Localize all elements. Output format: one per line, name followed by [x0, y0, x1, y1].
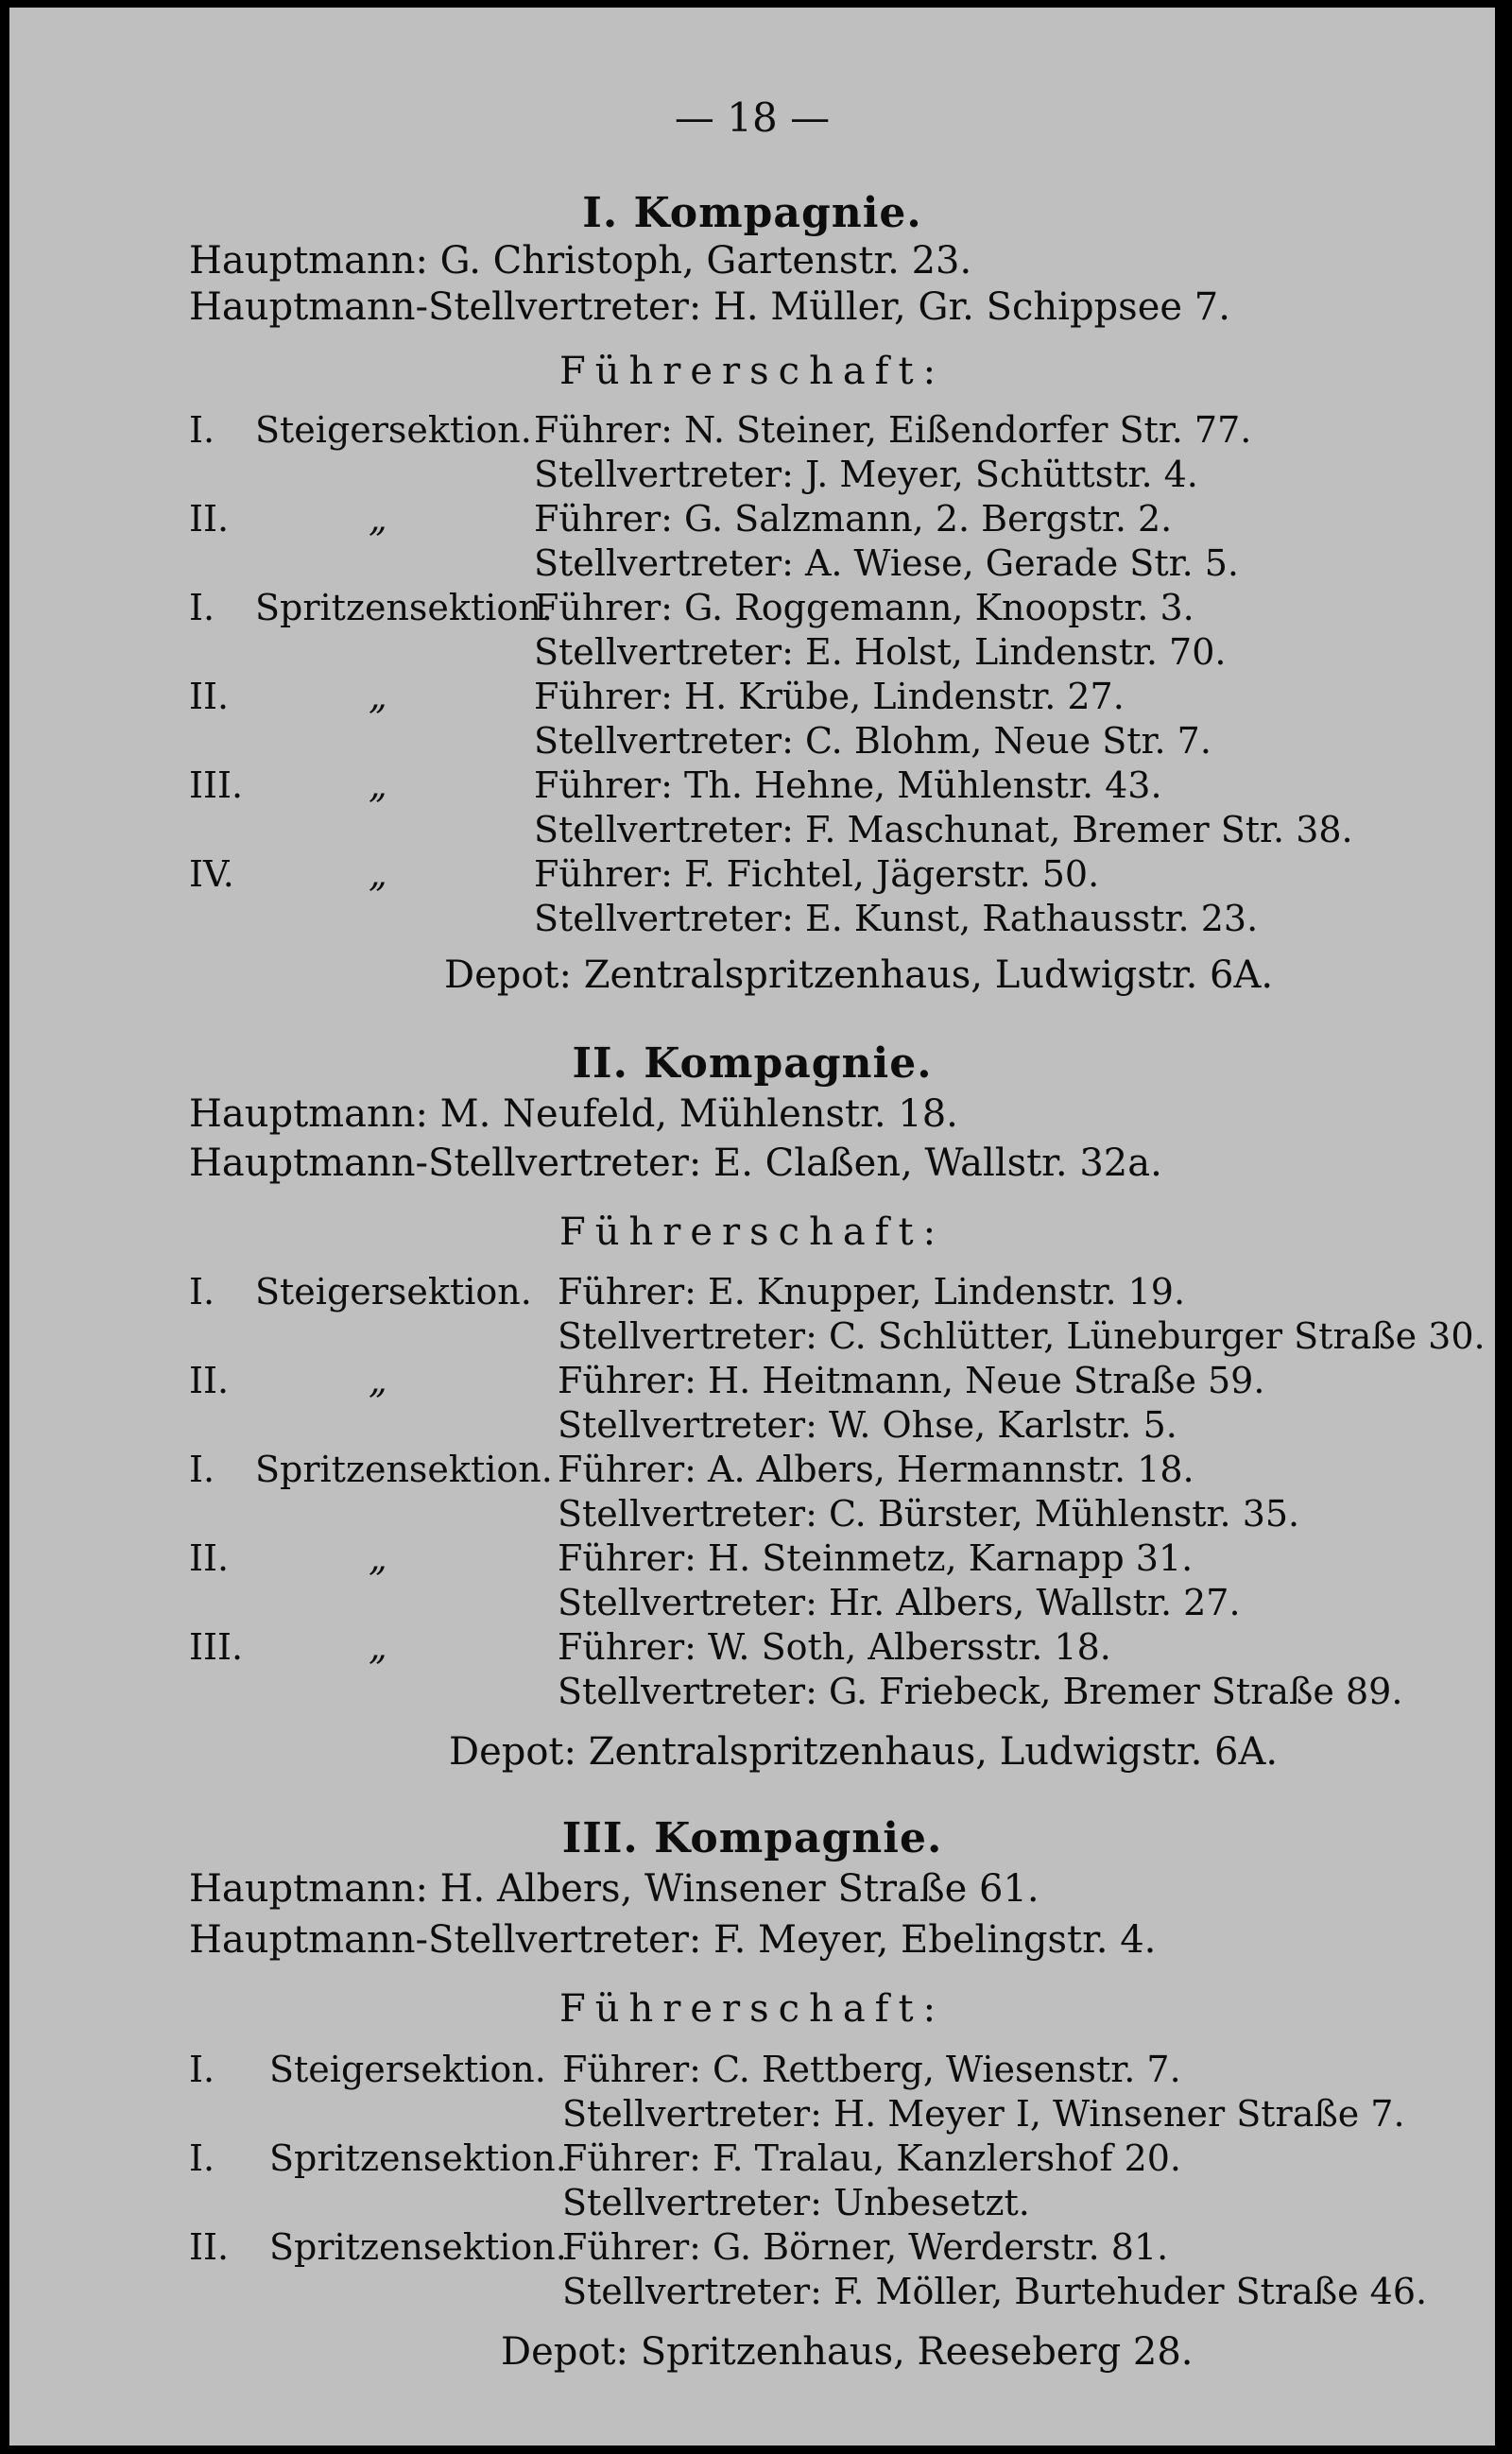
deputy-entry: Stellvertreter: Unbesetzt.: [562, 2182, 1030, 2223]
section-number: III.: [189, 1626, 244, 1668]
section-number: II.: [189, 1360, 230, 1401]
section-number: I.: [189, 587, 215, 628]
section-number: II.: [189, 498, 230, 540]
deputy-entry: Stellvertreter: W. Ohse, Karlstr. 5.: [558, 1404, 1177, 1446]
deputy-captain-line: Hauptmann-Stellvertreter: E. Claßen, Wallstr. 32a.: [189, 1141, 1162, 1185]
leader-entry: Führer: F. Fichtel, Jägerstr. 50.: [534, 853, 1100, 895]
deputy-entry: Stellvertreter: C. Bürster, Mühlenstr. 35.: [558, 1493, 1300, 1535]
ditto-mark: „: [369, 1626, 387, 1668]
fuehrerschaft-heading: Führerschaft:: [558, 350, 946, 393]
leader-entry: Führer: G. Salzmann, 2. Bergstr. 2.: [534, 498, 1173, 540]
deputy-entry: Stellvertreter: H. Meyer I, Winsener Straße 7.: [562, 2093, 1405, 2135]
deputy-captain-line: Hauptmann-Stellvertreter: F. Meyer, Ebelingstr. 4.: [189, 1918, 1157, 1962]
leader-entry: Führer: H. Steinmetz, Karnapp 31.: [558, 1537, 1194, 1579]
deputy-entry: Stellvertreter: G. Friebeck, Bremer Straße 89.: [558, 1671, 1403, 1712]
ditto-mark: „: [369, 1537, 387, 1579]
section-name: Steigersektion.: [255, 1271, 532, 1313]
book-page: [9, 8, 1495, 2445]
captain-line: Hauptmann: H. Albers, Winsener Straße 61.: [189, 1867, 1040, 1911]
leader-entry: Führer: Th. Hehne, Mühlenstr. 43.: [534, 764, 1162, 806]
depot-line: Depot: Spritzenhaus, Reeseberg 28.: [501, 2330, 1194, 2374]
leader-entry: Führer: G. Roggemann, Knoopstr. 3.: [534, 587, 1194, 628]
section-number: IV.: [189, 853, 234, 895]
fuehrerschaft-heading: Führerschaft:: [558, 1210, 946, 1254]
company-title: I. Kompagnie.: [582, 189, 922, 237]
section-number: II.: [189, 1537, 230, 1579]
deputy-entry: Stellvertreter: F. Maschunat, Bremer Str. 38.: [534, 809, 1353, 850]
section-number: II.: [189, 676, 230, 717]
leader-entry: Führer: W. Soth, Albersstr. 18.: [558, 1626, 1111, 1668]
fuehrerschaft-heading: Führerschaft:: [558, 1987, 946, 2031]
company-title: II. Kompagnie.: [572, 1039, 933, 1088]
deputy-entry: Stellvertreter: Hr. Albers, Wallstr. 27.: [558, 1582, 1241, 1623]
deputy-entry: Stellvertreter: A. Wiese, Gerade Str. 5.: [534, 542, 1239, 584]
leader-entry: Führer: C. Rettberg, Wiesenstr. 7.: [562, 2049, 1181, 2090]
section-number: III.: [189, 764, 244, 806]
section-name: Spritzensektion.: [269, 2226, 567, 2268]
captain-line: Hauptmann: M. Neufeld, Mühlenstr. 18.: [189, 1092, 958, 1136]
section-number: I.: [189, 409, 215, 451]
ditto-mark: „: [369, 764, 387, 806]
deputy-captain-line: Hauptmann-Stellvertreter: H. Müller, Gr. Schippsee 7.: [189, 285, 1230, 329]
ditto-mark: „: [369, 1360, 387, 1401]
leader-entry: Führer: N. Steiner, Eißendorfer Str. 77.: [534, 409, 1252, 451]
section-number: I.: [189, 1449, 215, 1490]
company-title: III. Kompagnie.: [561, 1814, 943, 1862]
leader-entry: Führer: F. Tralau, Kanzlershof 20.: [562, 2137, 1181, 2179]
leader-entry: Führer: G. Börner, Werderstr. 81.: [562, 2226, 1169, 2268]
leader-entry: Führer: E. Knupper, Lindenstr. 19.: [558, 1271, 1186, 1313]
leader-entry: Führer: H. Heitmann, Neue Straße 59.: [558, 1360, 1265, 1401]
section-name: Steigersektion.: [269, 2049, 546, 2090]
section-name: Spritzensektion.: [255, 1449, 553, 1490]
deputy-entry: Stellvertreter: C. Blohm, Neue Str. 7.: [534, 720, 1211, 762]
deputy-entry: Stellvertreter: F. Möller, Burtehuder Straße 46.: [562, 2271, 1428, 2312]
leader-entry: Führer: A. Albers, Hermannstr. 18.: [558, 1449, 1194, 1490]
deputy-entry: Stellvertreter: E. Kunst, Rathausstr. 23.: [534, 898, 1259, 939]
ditto-mark: „: [369, 498, 387, 540]
section-name: Spritzensektion.: [269, 2137, 567, 2179]
section-name: Steigersektion.: [255, 409, 532, 451]
section-number: II.: [189, 2226, 230, 2268]
deputy-entry: Stellvertreter: C. Schlütter, Lüneburger Straße 30.: [558, 1315, 1486, 1357]
page-number: — 18 —: [674, 94, 831, 141]
section-name: Spritzensektion.: [255, 587, 553, 628]
deputy-entry: Stellvertreter: E. Holst, Lindenstr. 70.: [534, 631, 1227, 673]
leader-entry: Führer: H. Krübe, Lindenstr. 27.: [534, 676, 1125, 717]
section-number: I.: [189, 2137, 215, 2179]
ditto-mark: „: [369, 676, 387, 717]
captain-line: Hauptmann: G. Christoph, Gartenstr. 23.: [189, 239, 972, 283]
section-number: I.: [189, 1271, 215, 1313]
section-number: I.: [189, 2049, 215, 2090]
ditto-mark: „: [369, 853, 387, 895]
deputy-entry: Stellvertreter: J. Meyer, Schüttstr. 4.: [534, 454, 1198, 495]
depot-line: Depot: Zentralspritzenhaus, Ludwigstr. 6A.: [444, 953, 1274, 997]
depot-line: Depot: Zentralspritzenhaus, Ludwigstr. 6A.: [449, 1730, 1279, 1774]
